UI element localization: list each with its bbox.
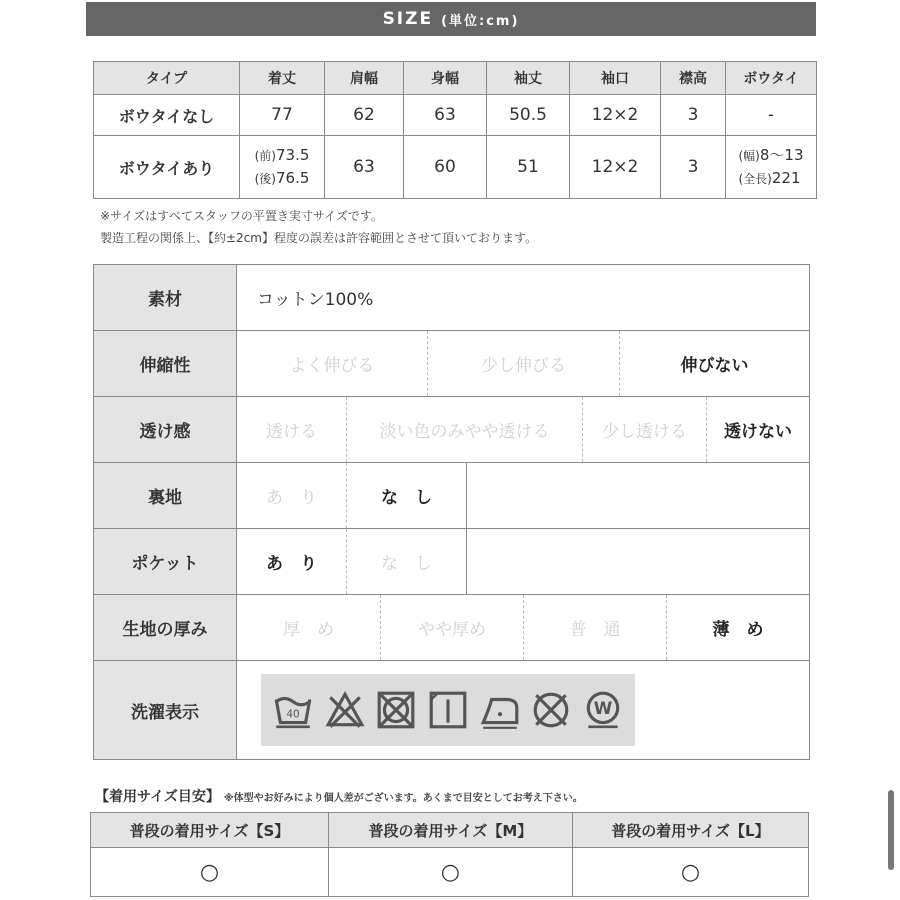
care-label: 洗濯表示 <box>94 661 237 760</box>
fit-col-s: 普段の着用サイズ【S】 <box>91 813 329 848</box>
wet-clean-icon <box>582 689 624 731</box>
collar-value: 3 <box>661 95 726 136</box>
size-table-header <box>94 62 817 95</box>
thickness-option-thin: 薄 め <box>712 620 764 640</box>
svg-text:W: W <box>593 698 613 719</box>
table-row <box>91 848 809 897</box>
col-cuff: 袖口 <box>570 62 661 95</box>
material-row-care <box>94 661 810 760</box>
size-note-1: ※サイズはすべてスタッフの平置き実寸サイズです。 <box>100 209 383 223</box>
material-row-thickness <box>94 595 810 661</box>
fit-guide-title <box>95 786 583 806</box>
fit-guide-heading: 【着用サイズ目安】 <box>95 789 220 805</box>
fit-mark-m: ○ <box>328 848 572 897</box>
shoulder-value: 62 <box>325 95 404 136</box>
svg-text:40: 40 <box>286 708 300 721</box>
col-type: タイプ <box>94 62 240 95</box>
size-title: SIZE <box>382 9 434 29</box>
pocket-label: ポケット <box>94 529 237 595</box>
bowtie-value <box>726 136 817 199</box>
no-dry-clean-icon <box>530 689 572 731</box>
size-header <box>86 2 816 36</box>
col-shoulder: 肩幅 <box>325 62 404 95</box>
stretch-option-none: 伸びない <box>680 356 749 376</box>
table-row <box>94 136 817 199</box>
sleeve-value: 50.5 <box>487 95 570 136</box>
fit-guide-header <box>91 813 809 848</box>
care-symbols <box>261 674 635 746</box>
wash-40-icon <box>272 689 314 731</box>
stretch-option-high: よく伸びる <box>237 331 428 396</box>
length-value: 77 <box>240 95 325 136</box>
iron-low-icon <box>479 689 521 731</box>
table-row <box>94 95 817 136</box>
lining-label: 裏地 <box>94 463 237 529</box>
fit-mark-l: ○ <box>572 848 808 897</box>
thickness-option-normal: 普 通 <box>524 595 667 660</box>
size-unit: (単位:cm) <box>441 13 520 29</box>
thickness-label: 生地の厚み <box>94 595 237 661</box>
shoulder-value: 63 <box>325 136 404 199</box>
sheer-option-light-colors: 淡い色のみやや透ける <box>347 397 583 462</box>
col-width: 身幅 <box>404 62 487 95</box>
material-row-sheer <box>94 397 810 463</box>
col-collar: 襟高 <box>661 62 726 95</box>
width-value: 60 <box>404 136 487 199</box>
material-row-fabric <box>94 265 810 331</box>
thickness-option-thick: 厚 め <box>237 595 381 660</box>
size-note-2: 製造工程の関係上、【約±2cm】程度の誤差は許容範囲とさせて頂いております。 <box>100 231 538 245</box>
col-length: 着丈 <box>240 62 325 95</box>
no-tumble-dry-icon <box>375 689 417 731</box>
thickness-option-somewhat-thick: やや厚め <box>381 595 524 660</box>
row-type: ボウタイあり <box>94 136 240 199</box>
lining-option-yes: あ り <box>237 463 347 528</box>
bowtie-total-label: (全長) <box>738 172 772 186</box>
bowtie-total: 221 <box>771 169 801 187</box>
front-label: (前) <box>254 149 276 163</box>
stretch-label: 伸縮性 <box>94 331 237 397</box>
sheer-option-sheer: 透ける <box>237 397 347 462</box>
material-row-pocket <box>94 529 810 595</box>
bowtie-width-label: (幅) <box>738 149 760 163</box>
sheer-label: 透け感 <box>94 397 237 463</box>
fit-col-l: 普段の着用サイズ【L】 <box>572 813 808 848</box>
pocket-option-no: な し <box>347 529 467 594</box>
material-row-lining <box>94 463 810 529</box>
sheer-option-none: 透けない <box>724 422 792 442</box>
collar-value: 3 <box>661 136 726 199</box>
length-value <box>240 136 325 199</box>
scrollbar[interactable] <box>888 790 894 870</box>
width-value: 63 <box>404 95 487 136</box>
size-table <box>93 61 817 199</box>
sheer-option-slight: 少し透ける <box>583 397 707 462</box>
cuff-value: 12×2 <box>570 136 661 199</box>
lining-empty-cell <box>467 463 809 528</box>
bowtie-value: - <box>726 95 817 136</box>
cuff-value: 12×2 <box>570 95 661 136</box>
col-bowtie: ボウタイ <box>726 62 817 95</box>
line-dry-shade-icon <box>427 689 469 731</box>
back-label: (後) <box>254 172 276 186</box>
pocket-empty-cell <box>467 529 809 594</box>
col-sleeve: 袖丈 <box>487 62 570 95</box>
fit-guide-note: ※体型やお好みにより個人差がございます。あくまで目安としてお考え下さい。 <box>223 793 583 804</box>
sleeve-value: 51 <box>487 136 570 199</box>
material-row-stretch <box>94 331 810 397</box>
row-type: ボウタイなし <box>94 95 240 136</box>
no-bleach-icon <box>324 689 366 731</box>
back-length: 76.5 <box>275 169 310 187</box>
pocket-option-yes: あ り <box>237 529 347 594</box>
front-length: 73.5 <box>275 146 310 164</box>
lining-option-no: な し <box>347 463 467 528</box>
fit-col-m: 普段の着用サイズ【M】 <box>328 813 572 848</box>
bowtie-width: 8〜13 <box>759 146 804 164</box>
material-table <box>93 264 810 760</box>
fit-guide-table <box>90 812 809 897</box>
fabric-value: コットン100% <box>257 290 374 310</box>
stretch-option-some: 少し伸びる <box>428 331 620 396</box>
fabric-label: 素材 <box>94 265 237 331</box>
fit-mark-s: ○ <box>91 848 329 897</box>
